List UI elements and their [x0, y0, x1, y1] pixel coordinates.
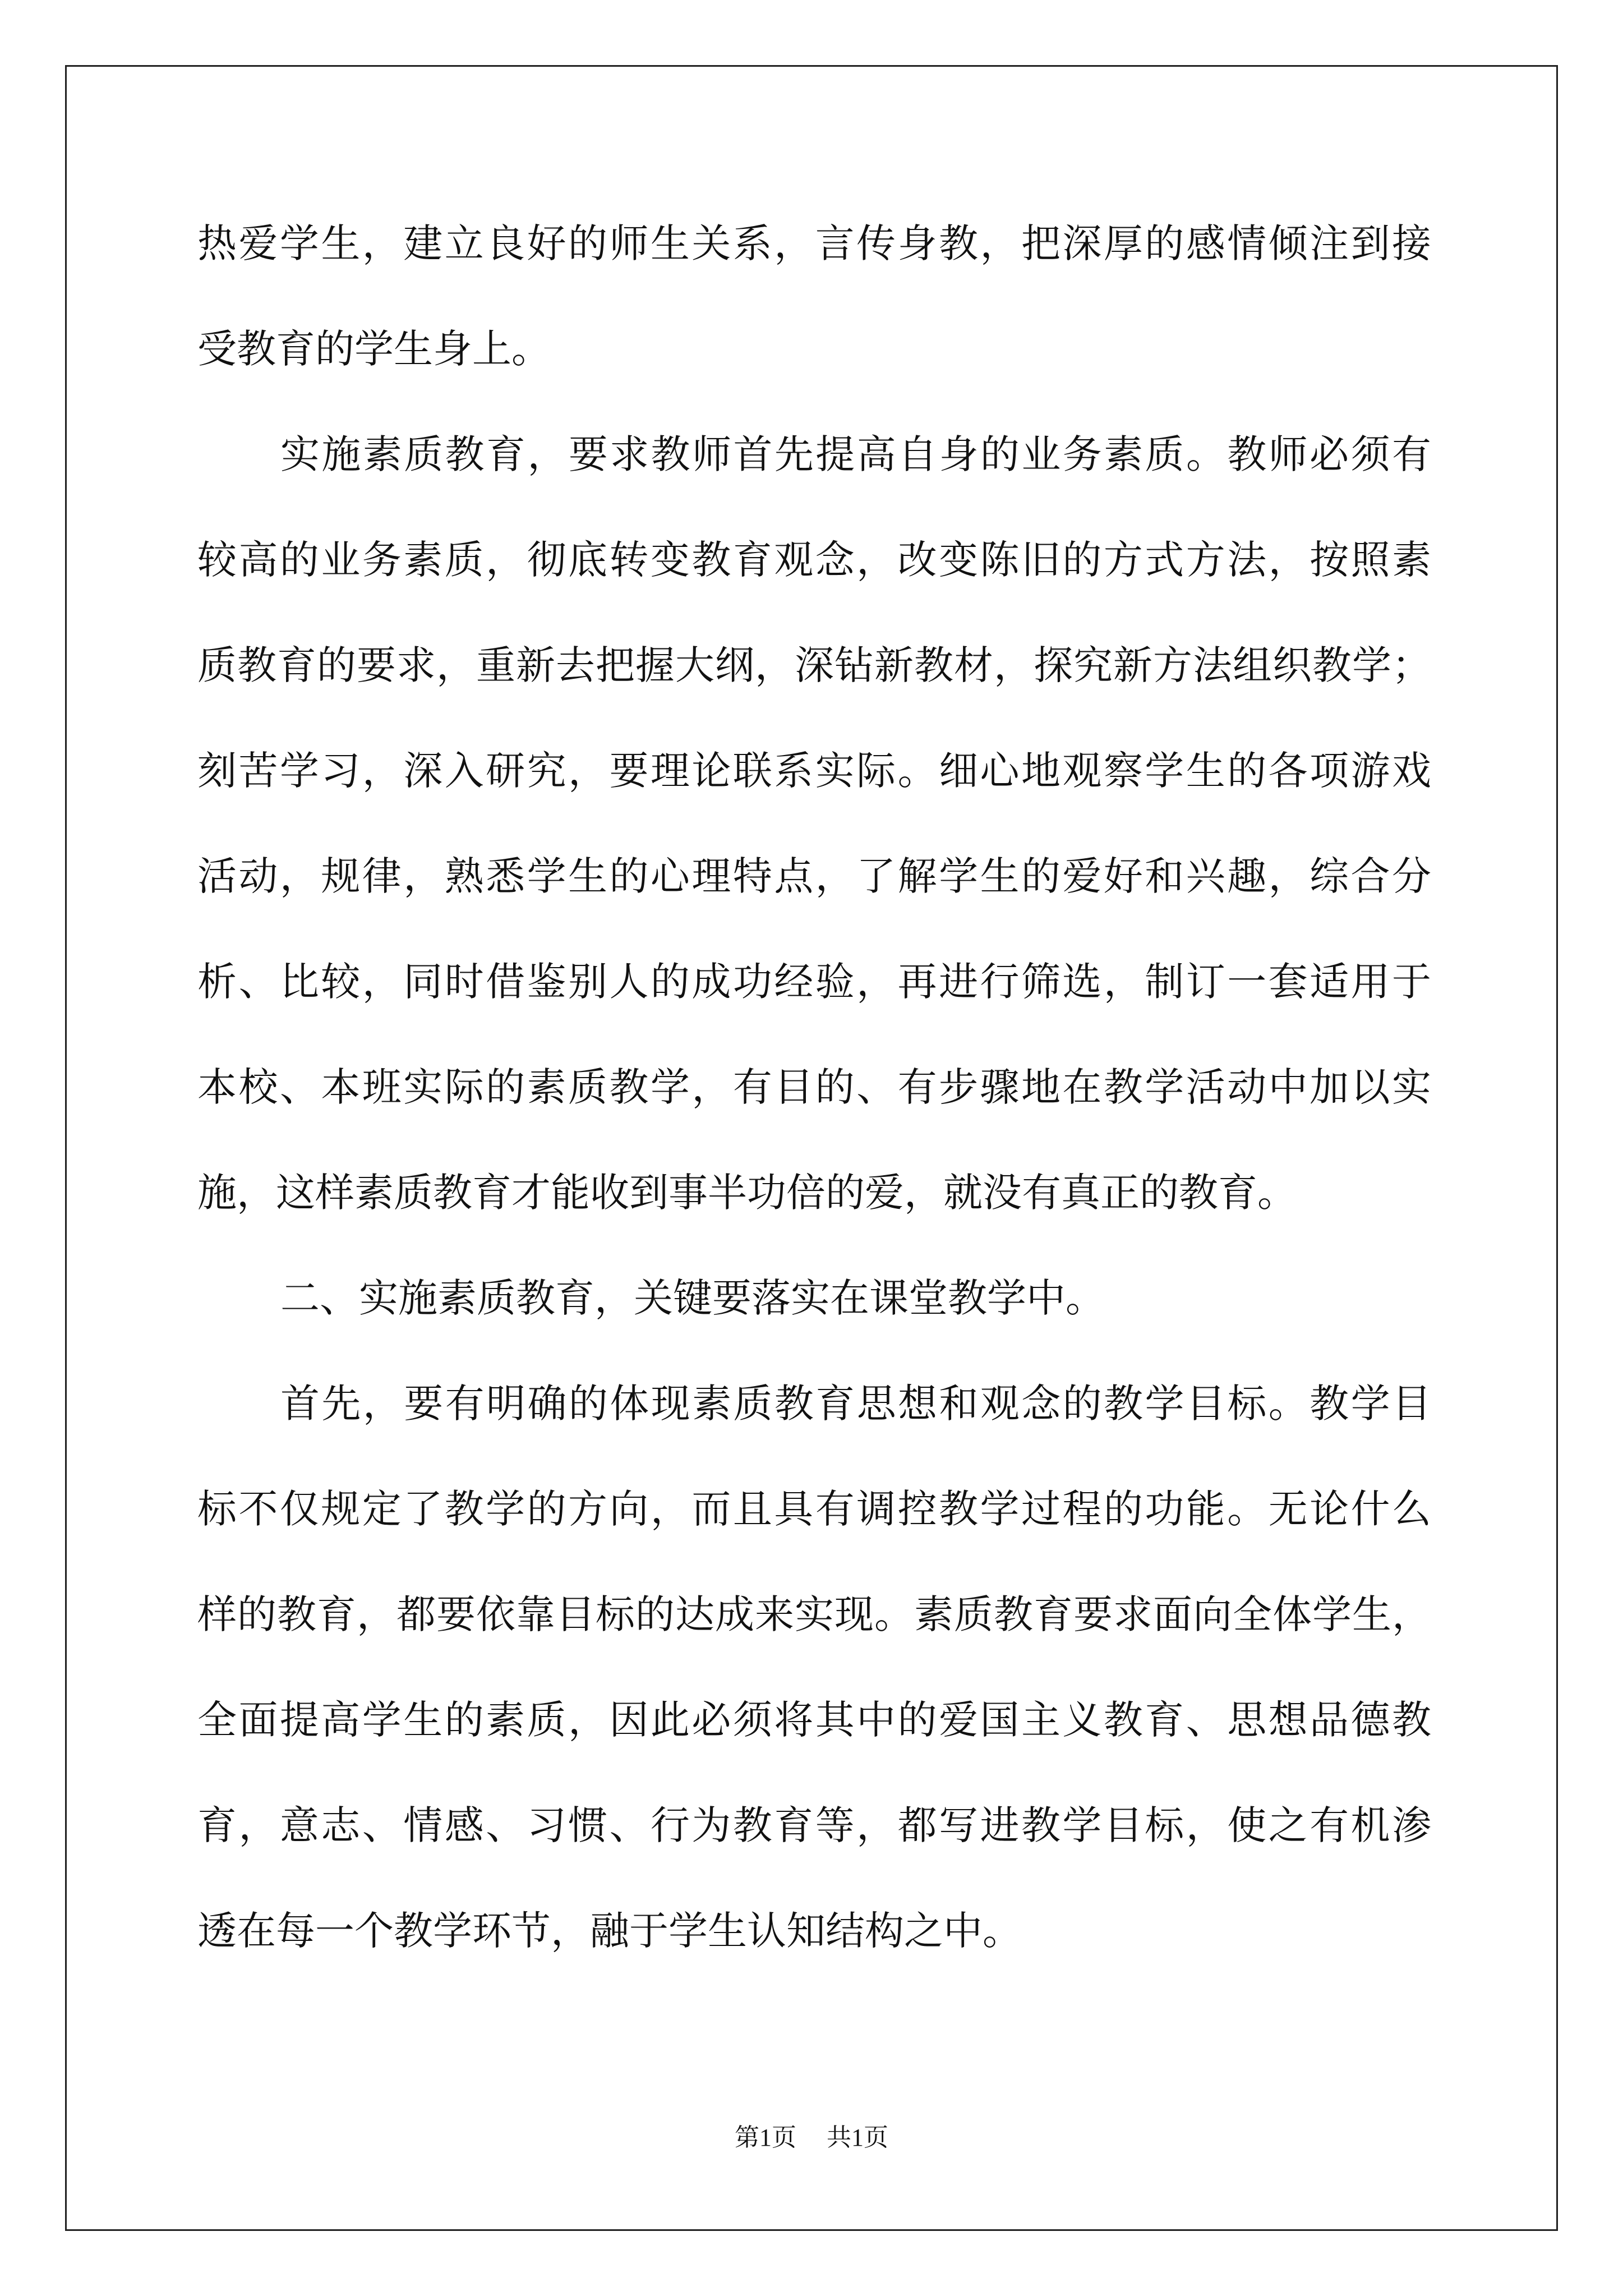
text-line: 全面提高学生的素质，因此必须将其中的爱国主义教育、思想品德教: [197, 1697, 1431, 1743]
text-line: 较高的业务素质，彻底转变教育观念，改变陈旧的方式方法，按照素: [197, 537, 1431, 583]
text-line: 质教育的要求，重新去把握大纲，深钻新教材，探究新方法组织教学；: [197, 642, 1431, 688]
page-number: 第1页: [735, 2124, 796, 2151]
text-line: 施，这样素质教育才能收到事半功倍的爱，就没有真正的教育。: [197, 1170, 1297, 1216]
text-line: 活动，规律，熟悉学生的心理特点，了解学生的爱好和兴趣，综合分: [197, 853, 1431, 899]
page-count: 共1页: [827, 2124, 888, 2151]
text-line: 热爱学生，建立良好的师生关系，言传身教，把深厚的感情倾注到接: [197, 220, 1431, 266]
document-body: [197, 191, 1431, 1984]
text-line: 受教育的学生身上。: [197, 326, 551, 372]
text-line: 样的教育，都要依靠目标的达成来实现。素质教育要求面向全体学生，: [197, 1591, 1431, 1637]
text-line: 本校、本班实际的素质教学，有目的、有步骤地在教学活动中加以实: [197, 1064, 1431, 1110]
text-line: 透在每一个教学环节，融于学生认知结构之中。: [197, 1908, 1022, 1954]
text-line: 二、实施素质教育，关键要落实在课堂教学中。: [280, 1275, 1105, 1321]
text-line: 育，意志、情感、习惯、行为教育等，都写进教学目标，使之有机渗: [197, 1802, 1431, 1848]
text-line: 刻苦学习，深入研究，要理论联系实际。细心地观察学生的各项游戏: [197, 748, 1431, 794]
text-line: 实施素质教育，要求教师首先提高自身的业务素质。教师必须有: [280, 431, 1431, 477]
page-footer: [0, 2117, 1623, 2153]
text-line: 析、比较，同时借鉴别人的成功经验，再进行筛选，制订一套适用于: [197, 959, 1431, 1005]
text-line: 标不仅规定了教学的方向，而且具有调控教学过程的功能。无论什么: [197, 1486, 1431, 1532]
text-line: 首先，要有明确的体现素质教育思想和观念的教学目标。教学目: [280, 1381, 1431, 1427]
